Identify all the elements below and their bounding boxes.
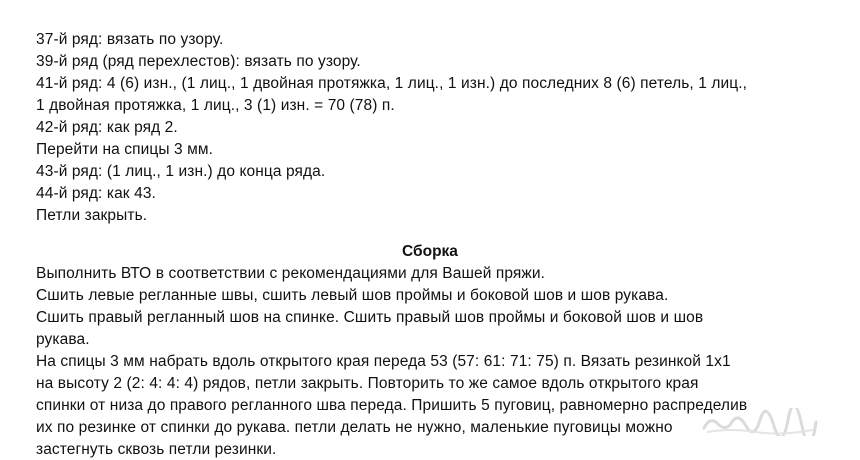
text-line: 42-й ряд: как ряд 2. [36,119,178,136]
text-line: Сшить правый регланный шов на спинке. Сшить правый шов проймы и боковой шов и шов [36,309,704,326]
text-line: Выполнить ВТО в соответствии с рекомендациями для Вашей пряжи. [36,265,546,282]
text-line: 39-й ряд (ряд перехлестов): вязать по узору. [36,53,361,70]
text-line: их по резинке от спинки до рукава. петли делать не нужно, маленькие пуговицы можно [36,419,673,436]
text-line: На спицы 3 мм набрать вдоль открытого края переда 53 (57: 61: 71: 75) п. Вязать резинкой 1х1 [36,353,731,370]
text-line: Перейти на спицы 3 мм. [36,141,214,158]
text-line: на высоту 2 (2: 4: 4: 4) рядов, петли закрыть. Повторить то же самое вдоль открытого края [36,375,699,392]
text-line: 43-й ряд: (1 лиц., 1 изн.) до конца ряда. [36,163,326,180]
text-line: Сшить левые регланные швы, сшить левый шов проймы и боковой шов и шов рукава. [36,287,669,304]
text-line: Петли закрыть. [36,207,148,224]
section-heading: Сборка [402,243,458,260]
text-line: 41-й ряд: 4 (6) изн., (1 лиц., 1 двойная протяжка, 1 лиц., 1 изн.) до последних 8 (6) петель, 1 лиц., [36,75,748,92]
text-line: застегнуть сквозь петли резинки. [36,441,277,458]
text-line: спинки от низа до правого регланного шва переда. Пришить 5 пуговиц, равномерно распределив [36,397,748,414]
text-line: 44-й ряд: как 43. [36,185,156,202]
text-line: рукава. [36,331,90,348]
text-line: 1 двойная протяжка, 1 лиц., 3 (1) изн. = 70 (78) п. [36,97,395,114]
watermark-logo [700,408,820,436]
text-line: 37-й ряд: вязать по узору. [36,31,224,48]
